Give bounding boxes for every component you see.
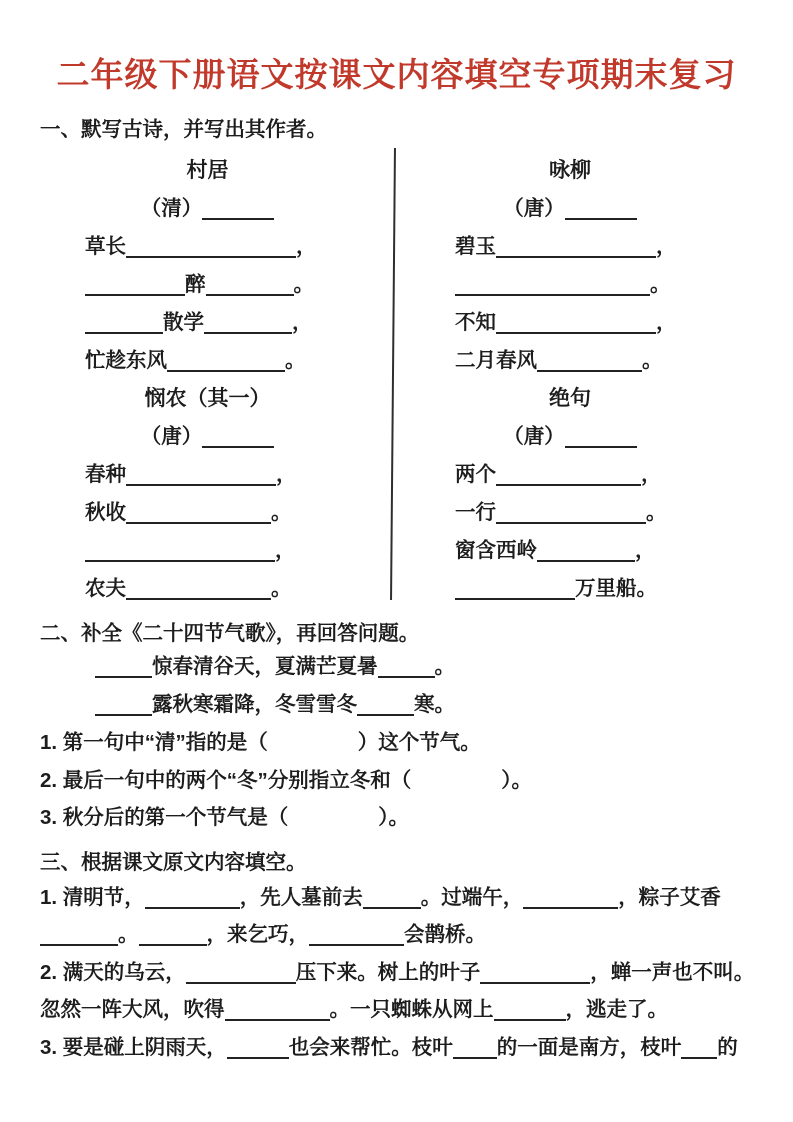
text-run: 。过端午， xyxy=(420,885,524,909)
blank-underline xyxy=(145,885,240,909)
blank-underline xyxy=(204,310,292,334)
blank-underline xyxy=(85,272,185,296)
blank-underline xyxy=(496,500,646,524)
poem-column-right xyxy=(455,152,685,608)
text-run: ）这个节气。 xyxy=(357,731,481,754)
text-run: （唐） xyxy=(503,197,565,220)
text-run: ， xyxy=(635,539,656,562)
text-run: 3. 要是碰上阴雨天， xyxy=(40,1035,227,1059)
text-run: ， xyxy=(656,235,677,258)
text-run: 会鹊桥。 xyxy=(404,923,486,946)
text-run: ，先人墓前去 xyxy=(239,885,363,909)
text-run: 不知 xyxy=(455,311,496,334)
poem-line xyxy=(455,228,685,266)
blank-underline xyxy=(206,272,294,296)
text-run: 农夫 xyxy=(85,577,126,600)
poem-column-left xyxy=(85,152,330,608)
section-two-heading: 二、补全《二十四节气歌》，再回答问题。 xyxy=(40,622,420,645)
text-run: 2. 满天的乌云， xyxy=(40,960,186,984)
poem-line xyxy=(85,342,330,380)
poem xyxy=(85,380,330,608)
text-run: 窗含西岭 xyxy=(455,539,537,562)
text-run: 。 xyxy=(118,923,139,946)
blank-underline xyxy=(453,1035,497,1059)
poem-line xyxy=(455,494,685,532)
fill-item xyxy=(40,879,759,954)
blank-underline xyxy=(95,692,152,716)
text-run: 。 xyxy=(271,501,292,524)
blank-underline xyxy=(363,885,421,909)
blank-underline xyxy=(40,922,118,946)
poem-line xyxy=(85,228,330,266)
text-run: 惊春清谷天，夏满芒夏暑 xyxy=(152,655,378,678)
fill-item xyxy=(40,954,759,1029)
blank-underline xyxy=(202,424,274,448)
song-line xyxy=(95,648,793,686)
poem-line xyxy=(85,532,330,570)
solar-terms-song xyxy=(0,648,793,724)
poem-author-line xyxy=(85,190,330,228)
text-run: 。 xyxy=(646,501,667,524)
paren-gap xyxy=(288,807,378,828)
poem-title: 绝句 xyxy=(549,387,591,410)
fill-in-items xyxy=(0,879,793,1067)
text-run: 春种 xyxy=(85,463,126,486)
text-run: 。 xyxy=(285,349,306,372)
text-run: 3. 秋分后的第一个节气是（ xyxy=(40,806,289,829)
text-run: 。 xyxy=(293,273,314,296)
text-run: ， xyxy=(276,463,297,486)
text-run: 露秋寒霜降，冬雪雪冬 xyxy=(152,693,357,716)
blank-underline xyxy=(309,922,404,946)
text-run: ，逃走了。 xyxy=(565,998,668,1021)
blank-underline xyxy=(523,885,618,909)
poem-author-line xyxy=(455,190,685,228)
blank-underline xyxy=(186,960,296,984)
text-run: 。 xyxy=(271,577,292,600)
blank-underline xyxy=(537,538,635,562)
poem xyxy=(85,152,330,380)
blank-underline xyxy=(126,462,276,486)
blank-underline xyxy=(455,272,650,296)
page-title: 二年级下册语文按课文内容填空专项期末复习 xyxy=(56,56,737,93)
question-line xyxy=(40,724,793,762)
blank-underline xyxy=(126,234,296,258)
poem-line xyxy=(455,570,685,608)
poem-title: 悯农（其一） xyxy=(144,387,271,410)
fill-item xyxy=(40,1029,759,1067)
poem-line xyxy=(85,494,330,532)
text-run: 万里船。 xyxy=(575,577,657,600)
blank-underline xyxy=(494,997,566,1021)
question-line xyxy=(40,762,793,800)
text-run: 的 xyxy=(717,1035,738,1059)
blank-underline xyxy=(139,922,207,946)
question-line xyxy=(40,799,793,837)
blank-underline xyxy=(537,348,642,372)
poem-line xyxy=(455,532,685,570)
text-run: 散学 xyxy=(163,311,204,334)
paren-gap xyxy=(411,769,501,790)
blank-underline xyxy=(227,1035,289,1059)
section-one-heading: 一、默写古诗，并写出其作者。 xyxy=(40,118,327,141)
poem-line xyxy=(455,304,685,342)
poem-line xyxy=(85,304,330,342)
blank-underline xyxy=(357,692,414,716)
poem-line xyxy=(85,266,330,304)
text-run: ，粽子艾香 xyxy=(618,885,721,909)
poem-title: 村居 xyxy=(186,159,229,182)
blank-underline xyxy=(565,196,637,220)
blank-underline xyxy=(480,960,590,984)
blank-underline xyxy=(496,234,656,258)
text-run: ）。 xyxy=(501,768,533,792)
text-run: 。 xyxy=(642,349,663,372)
poem-line xyxy=(85,570,330,608)
blank-underline xyxy=(95,654,152,678)
text-run: 二月春风 xyxy=(455,349,537,372)
solar-terms-questions xyxy=(0,724,793,837)
blank-underline xyxy=(126,576,271,600)
blank-underline xyxy=(167,348,285,372)
poem xyxy=(455,380,685,608)
blank-underline xyxy=(85,538,275,562)
text-run: 忙趁东风 xyxy=(85,349,167,372)
text-run: ， xyxy=(275,539,296,562)
poem-line xyxy=(85,456,330,494)
blank-underline xyxy=(455,576,575,600)
blank-underline xyxy=(496,310,656,334)
blank-underline xyxy=(496,462,641,486)
poem-grid xyxy=(0,152,793,608)
text-run: ，蝉一声也不叫。忽然一阵大风，吹得 xyxy=(40,960,755,1021)
blank-underline xyxy=(225,997,330,1021)
blank-underline xyxy=(565,424,637,448)
text-run: ，来乞巧， xyxy=(206,923,309,946)
poem-author-line xyxy=(85,418,330,456)
text-run: 1. 清明节， xyxy=(40,885,145,909)
text-run: ， xyxy=(656,311,677,334)
text-run: （清） xyxy=(140,197,203,220)
text-run: 秋收 xyxy=(85,501,126,524)
text-run: ， xyxy=(296,235,317,258)
blank-underline xyxy=(378,654,435,678)
song-line xyxy=(95,686,793,724)
text-run: 醉 xyxy=(185,273,206,296)
text-run: 压下来。树上的叶子 xyxy=(295,960,481,984)
text-run: ， xyxy=(641,463,662,486)
text-run: 也会来帮忙。枝叶 xyxy=(288,1035,453,1059)
text-run: 1. 第一句中“清”指的是（ xyxy=(40,731,268,754)
text-run: 一行 xyxy=(455,501,496,524)
section-three-heading: 三、根据课文原文内容填空。 xyxy=(40,850,307,874)
text-run: （唐） xyxy=(503,425,565,448)
text-run: 。 xyxy=(650,273,671,296)
poem-line xyxy=(455,456,685,494)
text-run: 2. 最后一句中的两个“冬”分别指立冬和（ xyxy=(40,768,412,792)
blank-underline xyxy=(85,310,163,334)
column-divider xyxy=(390,148,396,600)
text-run: ）。 xyxy=(378,806,410,829)
text-run: 的一面是南方，枝叶 xyxy=(496,1035,682,1059)
blank-underline xyxy=(126,500,271,524)
text-run: 草长 xyxy=(85,235,126,258)
poem-title: 咏柳 xyxy=(549,159,591,182)
blank-underline xyxy=(202,196,274,220)
text-run: 两个 xyxy=(455,463,496,486)
paren-gap xyxy=(268,732,358,753)
text-run: （唐） xyxy=(140,425,203,448)
poem-line xyxy=(455,342,685,380)
text-run: ， xyxy=(292,311,313,334)
text-run: 寒。 xyxy=(414,693,455,716)
poem xyxy=(455,152,685,380)
poem-line xyxy=(455,266,685,304)
text-run: 。 xyxy=(434,655,455,678)
text-run: 。一只蜘蛛从网上 xyxy=(329,998,494,1021)
poem-author-line xyxy=(455,418,685,456)
blank-underline xyxy=(681,1035,717,1059)
text-run: 碧玉 xyxy=(455,235,496,258)
